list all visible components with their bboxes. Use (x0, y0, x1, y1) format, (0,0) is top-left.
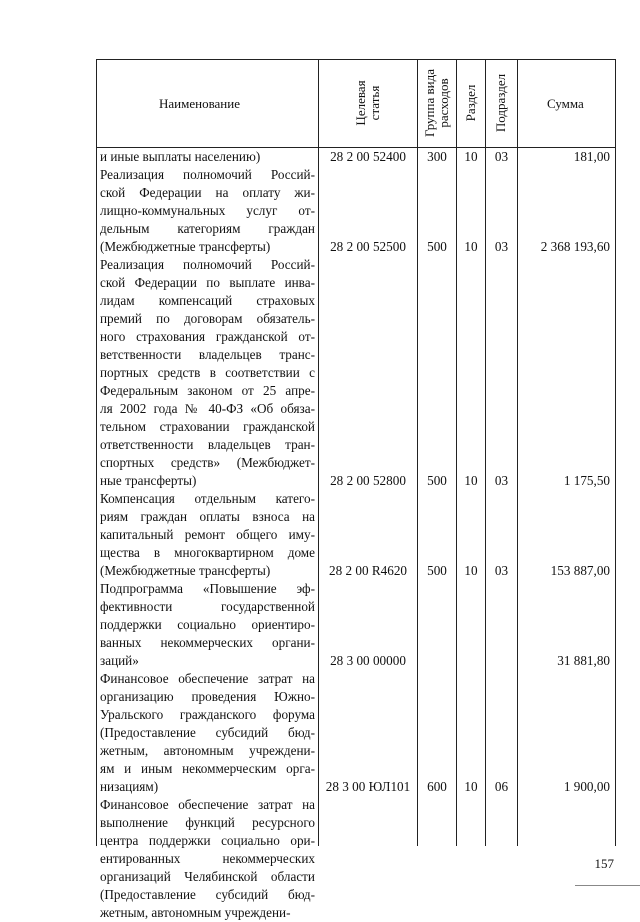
row-section: 10 (464, 473, 478, 488)
row-name-line: премий по договорам обязатель- (100, 311, 315, 326)
col-border-left (96, 59, 97, 846)
row-group: 500 (427, 473, 447, 488)
row-group: 500 (427, 563, 447, 578)
row-name-line: Компенсация отдельным катего- (100, 491, 315, 506)
row-name-line: ской Федерации на оплату жи- (100, 185, 315, 200)
row-name-line: портных средств в соответствии с (100, 365, 315, 380)
row-amount: 181,00 (573, 149, 610, 164)
col-border-group (456, 59, 457, 846)
row-name-line: организацию проведения Южно- (100, 689, 315, 704)
row-name-line: ванных некоммерческих органи- (100, 635, 315, 650)
row-group: 500 (427, 239, 447, 254)
row-name-line: ям и иным некоммерческим орга- (100, 761, 315, 776)
row-group: 600 (427, 779, 447, 794)
row-name-line: капитальный ремонт общего иму- (100, 527, 315, 542)
row-name-line: ного страхования гражданской от- (100, 329, 315, 344)
row-section: 10 (464, 563, 478, 578)
row-section: 10 (464, 239, 478, 254)
row-amount: 1 900,00 (563, 779, 610, 794)
header-amount: Сумма (547, 96, 584, 111)
header-expense-group: Группа вида расходов (422, 69, 451, 137)
row-amount (518, 904, 610, 922)
header-subsection: Подраздел (493, 73, 508, 133)
col-border-section (485, 59, 486, 846)
row-subsection: 03 (494, 563, 509, 578)
row-amount: 31 881,80 (557, 653, 610, 668)
row-code: 28 2 00 R4620 (328, 563, 408, 578)
row-name-line: тельном страховании гражданской (100, 419, 315, 434)
col-border-code (417, 59, 418, 846)
row-amount: 1 175,50 (563, 473, 610, 488)
row-group (418, 652, 456, 670)
row-amount: 153 887,00 (550, 563, 610, 578)
row-name-line: выполнение функций ресурсного (100, 815, 315, 830)
row-name-line: организаций Челябинской области (100, 869, 315, 884)
table-top-border (96, 59, 615, 60)
row-name-line: жетным, автономным учреждени- (100, 905, 291, 920)
row-name-line: Реализация полномочий Россий- (100, 167, 315, 182)
row-section (457, 652, 485, 670)
row-name-line: жетным, автономным учреждени- (100, 743, 315, 758)
row-name-line: (Предоставление субсидий бюд- (100, 887, 315, 902)
row-section: 10 (464, 149, 478, 164)
row-name-line: спортных средств» (Межбюджет- (100, 455, 315, 470)
row-name-line: Финансовое обеспечение затрат на (100, 671, 315, 686)
row-name-line: Финансовое обеспечение затрат на (100, 797, 315, 812)
row-subsection (486, 652, 517, 670)
col-border-right (615, 59, 616, 846)
page-number: 157 (594, 856, 614, 871)
bottom-rule (575, 885, 640, 886)
row-subsection: 03 (494, 473, 509, 488)
col-border-subsection (517, 59, 518, 846)
row-group (418, 904, 456, 922)
row-name-line: ля 2002 года № 40-ФЗ «Об обяза- (100, 401, 315, 416)
row-name-line: дельным категориям граждан (100, 221, 315, 236)
row-subsection (486, 904, 517, 922)
row-name-line: Реализация полномочий Россий- (100, 257, 315, 272)
row-name-line: Уральского гражданского форума (100, 707, 315, 722)
row-section: 10 (464, 779, 478, 794)
row-name-line: низациям) (100, 779, 159, 794)
row-name-line: Федеральным законом от 25 апре- (100, 383, 315, 398)
row-name-line: фективности государственной (100, 599, 315, 614)
row-name-line: лищно-коммунальных услуг от- (100, 203, 315, 218)
row-section (457, 904, 485, 922)
row-name-line: щества в многоквартирном доме (100, 545, 315, 560)
row-subsection: 03 (494, 149, 509, 164)
row-name-line: ные трансферты) (100, 473, 197, 488)
row-code: 28 3 00 ЮЛ101 (325, 779, 411, 794)
row-amount: 2 368 193,60 (540, 239, 610, 254)
row-name-line: и иные выплаты населению) (100, 149, 261, 164)
row-name-line: ской Федерации по выплате инва- (100, 275, 315, 290)
row-name-line: Подпрограмма «Повышение эф- (100, 581, 315, 596)
row-name-line: поддержки социально ориентиро- (100, 617, 315, 632)
row-group: 300 (427, 149, 447, 164)
row-code: 28 2 00 52500 (330, 239, 406, 254)
row-code: 28 3 00 00000 (330, 653, 406, 668)
row-code: 28 2 00 52800 (330, 473, 406, 488)
row-name-line: (Межбюджетные трансферты) (100, 239, 271, 254)
row-code (320, 904, 416, 922)
row-name-line: лидам компенсаций страховых (100, 293, 315, 308)
row-name-line: центра поддержки социально ори- (100, 833, 315, 848)
row-code: 28 2 00 52400 (330, 149, 406, 164)
row-name-line: ветственности владельцев транс- (100, 347, 315, 362)
row-subsection: 06 (494, 779, 509, 794)
row-name-line: (Предоставление субсидий бюд- (100, 725, 315, 740)
col-border-name (318, 59, 319, 846)
header-section: Раздел (463, 84, 478, 122)
row-name-line: заций» (100, 653, 139, 668)
header-name: Наименование (159, 96, 240, 111)
row-subsection: 03 (494, 239, 509, 254)
header-target-article: Целевая статья (353, 80, 382, 126)
row-name-line: (Межбюджетные трансферты) (100, 563, 271, 578)
row-name-line: риям граждан оплаты взноса на (100, 509, 315, 524)
row-name-line: ентированных некоммерческих (100, 851, 315, 866)
row-name-line: ответственности владельцев тран- (100, 437, 315, 452)
